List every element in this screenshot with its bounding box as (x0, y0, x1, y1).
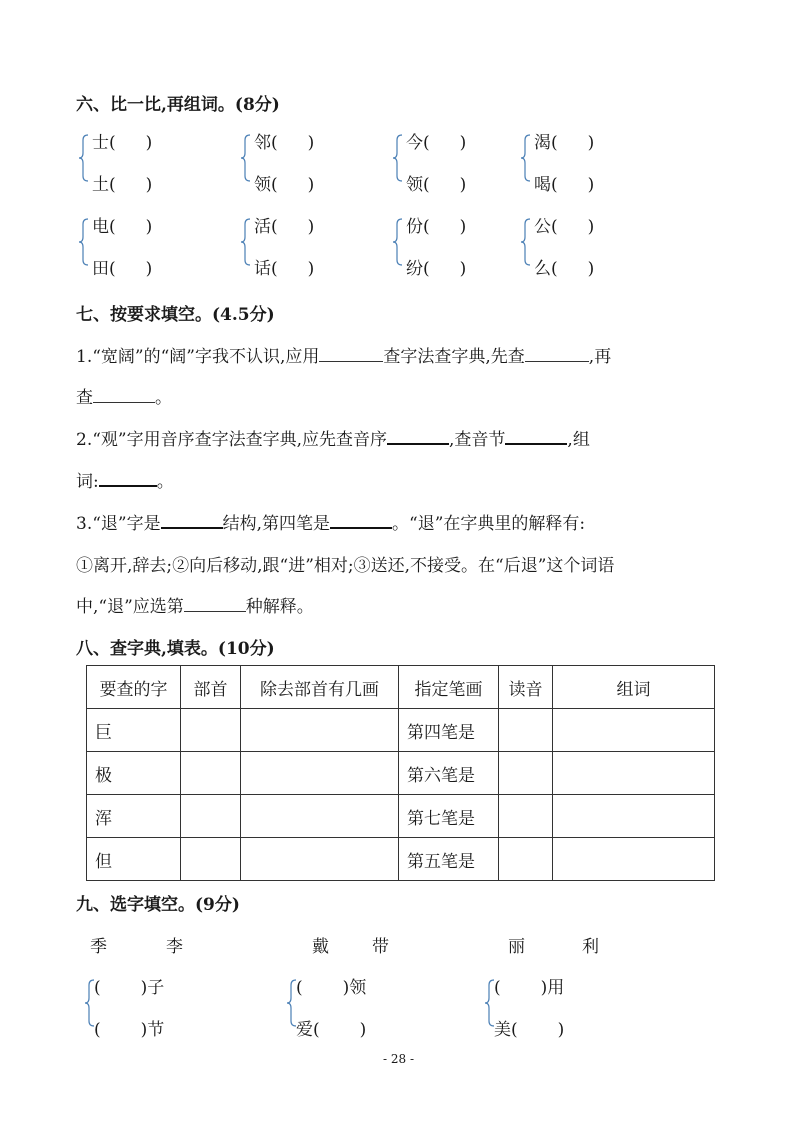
answer-cell[interactable] (499, 838, 553, 881)
table-header: 要查的字 (87, 666, 181, 709)
word-pair-item (406, 212, 466, 237)
answer-cell[interactable] (499, 795, 553, 838)
page-number: - 28 - (383, 1052, 415, 1066)
close-part: ) (557, 1020, 565, 1040)
fill-in-item (94, 1015, 164, 1040)
open-part: ( (494, 978, 501, 998)
table-cell: 第五笔是 (399, 838, 499, 881)
pair-char: 领( (254, 175, 278, 195)
q1-text-c: ,再 (588, 347, 612, 367)
word-pair-item (254, 170, 314, 195)
word-pair-item (92, 128, 152, 153)
section8-heading: 八、查字典,填表。(10分) (76, 639, 275, 659)
word-pair-item (92, 170, 152, 195)
table-cell: 极 (87, 752, 181, 795)
close-paren: ) (307, 217, 315, 237)
close-paren: ) (145, 217, 153, 237)
pair-char: 么( (534, 259, 558, 279)
answer-cell[interactable] (181, 709, 241, 752)
close-part: ) (359, 1020, 367, 1040)
pair-char: 话( (254, 259, 278, 279)
open-part: ( (94, 978, 101, 998)
section7-heading: 七、按要求填空。(4.5分) (76, 305, 275, 325)
answer-cell[interactable] (241, 838, 399, 881)
table-cell: 第六笔是 (399, 752, 499, 795)
q1-text-d: 查 (76, 388, 93, 408)
q3-text-c: 。“退”在字典里的解释有: (392, 514, 586, 534)
close-paren: ) (587, 175, 595, 195)
word-pair-item (92, 254, 152, 279)
open-part: ( (94, 1020, 101, 1040)
word-pair-item (92, 212, 152, 237)
q2-text-a: 2.“观”字用音序查字法查字典,应先查音序 (76, 430, 388, 450)
pair-char: 份( (406, 217, 430, 237)
q1-blank-first[interactable] (525, 360, 589, 362)
pair-char: 士( (92, 133, 116, 153)
q2-line2 (76, 467, 174, 492)
word-pair-item (254, 254, 314, 279)
close-part: )用 (540, 978, 565, 998)
q3-blank-meaning[interactable] (184, 610, 246, 612)
table-cell: 第七笔是 (399, 795, 499, 838)
close-paren: ) (307, 259, 315, 279)
q1-text-e: 。 (155, 388, 172, 408)
table-row (87, 709, 715, 752)
pair-char: 渴( (534, 133, 558, 153)
q2-line1 (76, 425, 590, 450)
close-paren: ) (587, 259, 595, 279)
answer-cell[interactable] (181, 838, 241, 881)
pair-char: 活( (254, 217, 278, 237)
q2-blank-syllable[interactable] (505, 442, 567, 445)
close-part: )节 (140, 1020, 165, 1040)
q2-text-e: 。 (156, 472, 174, 492)
answer-cell[interactable] (499, 709, 553, 752)
pair-char: 领( (406, 175, 430, 195)
table-cell: 第四笔是 (399, 709, 499, 752)
table-header-row (87, 666, 715, 709)
q2-blank-word[interactable] (99, 484, 157, 487)
q1-line2 (76, 383, 172, 408)
answer-cell[interactable] (553, 709, 715, 752)
choice-char: 利 (582, 937, 599, 957)
close-paren: ) (307, 175, 315, 195)
answer-cell[interactable] (553, 752, 715, 795)
q2-blank-initial[interactable] (387, 442, 449, 445)
q3-text-a: 3.“退”字是 (76, 514, 161, 534)
section9-heading: 九、选字填空。(9分) (76, 895, 240, 915)
close-paren: ) (145, 175, 153, 195)
pair-char: 公( (534, 217, 558, 237)
table-row (87, 795, 715, 838)
table-header: 读音 (499, 666, 553, 709)
fill-in-item (296, 973, 366, 998)
q3-blank-structure[interactable] (161, 526, 223, 529)
pair-char: 纷( (406, 259, 430, 279)
word-pair-item (534, 212, 594, 237)
table-header: 除去部首有几画 (241, 666, 399, 709)
table-header: 指定笔画 (399, 666, 499, 709)
answer-cell[interactable] (241, 795, 399, 838)
word-pair-item (534, 170, 594, 195)
q1-blank-method[interactable] (319, 360, 383, 362)
close-paren: ) (587, 133, 595, 153)
fill-in-item (94, 973, 164, 998)
q2-text-c: ,组 (567, 430, 590, 450)
close-paren: ) (587, 217, 595, 237)
word-pair-item (534, 254, 594, 279)
word-pair-item (406, 170, 466, 195)
dictionary-table (86, 665, 715, 881)
open-part: ( (296, 978, 303, 998)
q1-text-a: 1.“宽阔”的“阔”字我不认识,应用 (76, 347, 320, 367)
table-row (87, 838, 715, 881)
word-pair-item (254, 128, 314, 153)
q2-text-b: ,查音节 (449, 430, 506, 450)
word-pair-item (406, 254, 466, 279)
pair-char: 邻( (254, 133, 278, 153)
q3-line1 (76, 509, 585, 534)
word-pair-item (254, 212, 314, 237)
section6-heading: 六、比一比,再组词。(8分) (76, 95, 280, 115)
word-pair-item (534, 128, 594, 153)
choice-char: 季 (90, 937, 107, 957)
close-paren: ) (145, 259, 153, 279)
pair-char: 电( (92, 217, 116, 237)
choice-char: 戴 (312, 937, 329, 957)
fill-in-item (494, 973, 564, 998)
close-part: )领 (342, 978, 367, 998)
q2-text-d: 词: (76, 472, 99, 492)
close-paren: ) (459, 259, 467, 279)
word-pair-item (406, 128, 466, 153)
q3-text-d: 中,“退”应选第 (76, 597, 184, 617)
answer-cell[interactable] (241, 752, 399, 795)
q3-text-e: 种解释。 (245, 597, 314, 617)
close-paren: ) (459, 175, 467, 195)
close-paren: ) (145, 133, 153, 153)
pair-char: 喝( (534, 175, 558, 195)
q3-line2: ①离开,辞去;②向后移动,跟“进”相对;③送还,不接受。在“后退”这个词语 (76, 556, 615, 576)
pair-char: 田( (92, 259, 116, 279)
open-part: 爱( (296, 1020, 320, 1040)
answer-cell[interactable] (553, 795, 715, 838)
table-header: 部首 (181, 666, 241, 709)
pair-char: 今( (406, 133, 430, 153)
close-paren: ) (307, 133, 315, 153)
answer-cell[interactable] (181, 795, 241, 838)
answer-cell[interactable] (241, 709, 399, 752)
q3-blank-stroke[interactable] (330, 526, 392, 529)
fill-in-item (494, 1015, 564, 1040)
q3-text-b: 结构,第四笔是 (222, 514, 331, 534)
close-paren: ) (459, 217, 467, 237)
table-cell: 但 (87, 838, 181, 881)
table-cell: 巨 (87, 709, 181, 752)
answer-cell[interactable] (553, 838, 715, 881)
pair-char: 土( (92, 175, 116, 195)
q1-text-b: 查字法查字典,先查 (383, 347, 525, 367)
choice-char: 李 (166, 937, 183, 957)
q3-line3 (76, 592, 314, 617)
answer-cell[interactable] (181, 752, 241, 795)
answer-cell[interactable] (499, 752, 553, 795)
q1-blank-then[interactable] (93, 401, 155, 403)
q1-line1 (76, 342, 611, 367)
open-part: 美( (494, 1020, 518, 1040)
choice-char: 带 (372, 937, 389, 957)
table-row (87, 752, 715, 795)
choice-char: 丽 (508, 937, 525, 957)
close-part: )子 (140, 978, 165, 998)
fill-in-item (296, 1015, 366, 1040)
table-header: 组词 (553, 666, 715, 709)
close-paren: ) (459, 133, 467, 153)
table-cell: 浑 (87, 795, 181, 838)
